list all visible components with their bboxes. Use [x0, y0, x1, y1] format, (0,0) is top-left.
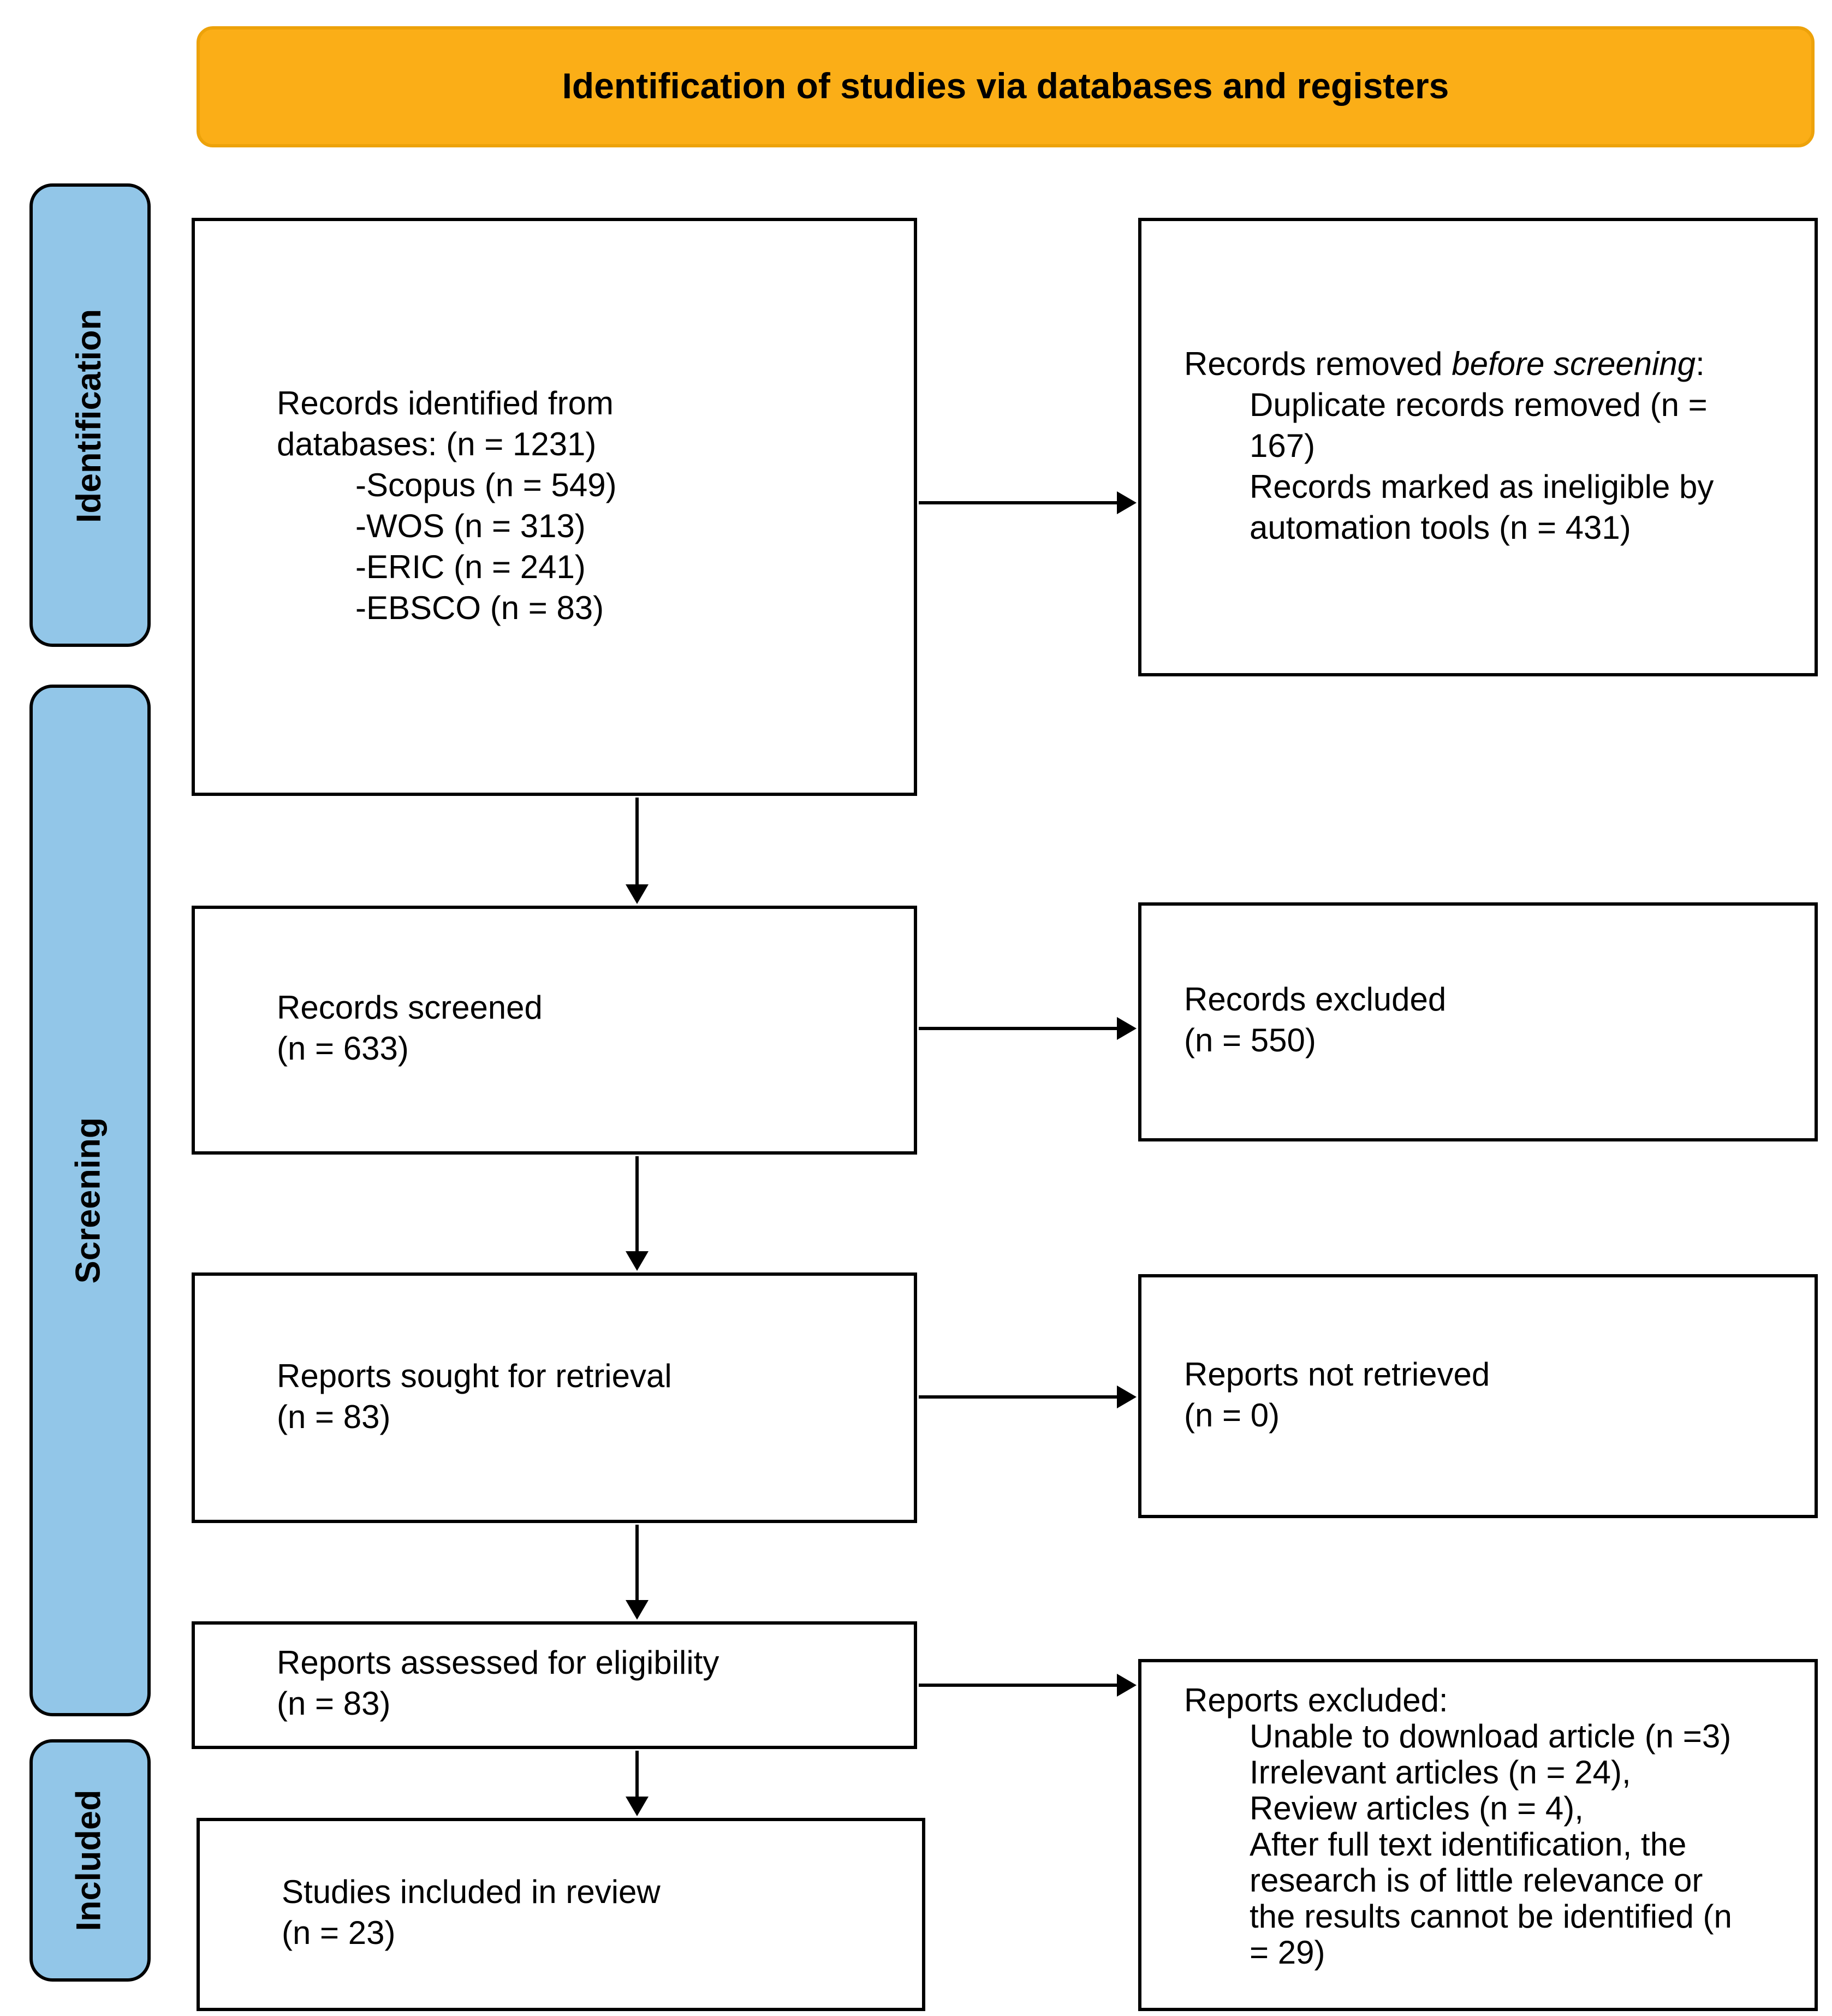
arrow-identified-to-removed	[919, 501, 1119, 504]
text-line: Records screened	[277, 991, 543, 1027]
text-line: Reports assessed for eligibility	[277, 1646, 719, 1682]
removed-suffix: :	[1696, 346, 1705, 383]
text-line: (n = 83)	[277, 1687, 391, 1723]
stage-label-text: Identification	[70, 308, 109, 522]
text-line: (n = 550)	[1184, 1024, 1316, 1060]
text-line	[1184, 345, 1724, 386]
removed-item: Duplicate records removed (n = 167)	[1250, 387, 1708, 465]
text-line: (n = 0)	[1184, 1397, 1280, 1434]
excluded-item: After full text identification, the research is of little relevance or the results cannot be identified (n = 29)	[1250, 1828, 1732, 1972]
text-line: Reports sought for retrieval	[277, 1358, 672, 1395]
stage-label-screening	[29, 685, 151, 1716]
text-line: (n = 23)	[282, 1916, 396, 1952]
arrow-screened-to-sought	[635, 1156, 639, 1253]
stage-label-included	[29, 1739, 151, 1982]
box-reports-assessed-for-eligibility	[192, 1621, 917, 1749]
text-line: (n = 633)	[277, 1032, 409, 1068]
box-records-screened	[192, 906, 917, 1155]
text-line: Records identified from	[277, 385, 614, 422]
box-records-identified	[192, 218, 917, 796]
box-studies-included-in-review	[197, 1818, 925, 2011]
stage-label-identification	[29, 183, 151, 647]
text-line: databases: (n = 1231)	[277, 426, 597, 463]
box-reports-sought-for-retrieval	[192, 1272, 917, 1523]
excluded-item: Unable to download article (n =3)	[1250, 1720, 1732, 1756]
title-banner	[197, 26, 1815, 147]
text-line: (n = 83)	[277, 1399, 391, 1436]
text-line: Reports not retrieved	[1184, 1357, 1490, 1393]
removed-emphasis: before screening	[1452, 346, 1696, 383]
database-item: -EBSCO (n = 83)	[355, 590, 604, 627]
text-line: Studies included in review	[282, 1875, 661, 1911]
arrow-assessed-to-included	[635, 1751, 639, 1798]
database-item: -Scopus (n = 549)	[355, 467, 617, 504]
box-reports-excluded	[1138, 1659, 1818, 2011]
removed-item: Records marked as ineligible by automation tools (n = 431)	[1250, 469, 1714, 546]
box-records-excluded	[1138, 902, 1818, 1141]
diagram-title: Identification of studies via databases and registers	[562, 66, 1449, 106]
excluded-item: Review articles (n = 4),	[1250, 1792, 1584, 1828]
arrow-assessed-to-reports-excluded	[919, 1684, 1119, 1687]
text-line: Reports excluded:	[1184, 1684, 1448, 1720]
box-reports-not-retrieved	[1138, 1274, 1818, 1518]
removed-prefix: Records removed	[1184, 346, 1452, 383]
box-records-removed-before-screening	[1138, 218, 1818, 676]
stage-label-text: Included	[70, 1789, 108, 1931]
database-item: -ERIC (n = 241)	[355, 549, 586, 586]
text-line: Records excluded	[1184, 983, 1447, 1019]
arrow-screened-to-excluded	[919, 1027, 1119, 1030]
stage-label-text: Screening	[70, 1117, 109, 1284]
database-item: -WOS (n = 313)	[355, 508, 586, 545]
arrow-sought-to-not-retrieved	[919, 1395, 1119, 1399]
arrow-sought-to-assessed	[635, 1525, 639, 1602]
arrow-identified-to-screened	[635, 798, 639, 886]
excluded-item: Irrelevant articles (n = 24),	[1250, 1756, 1631, 1792]
